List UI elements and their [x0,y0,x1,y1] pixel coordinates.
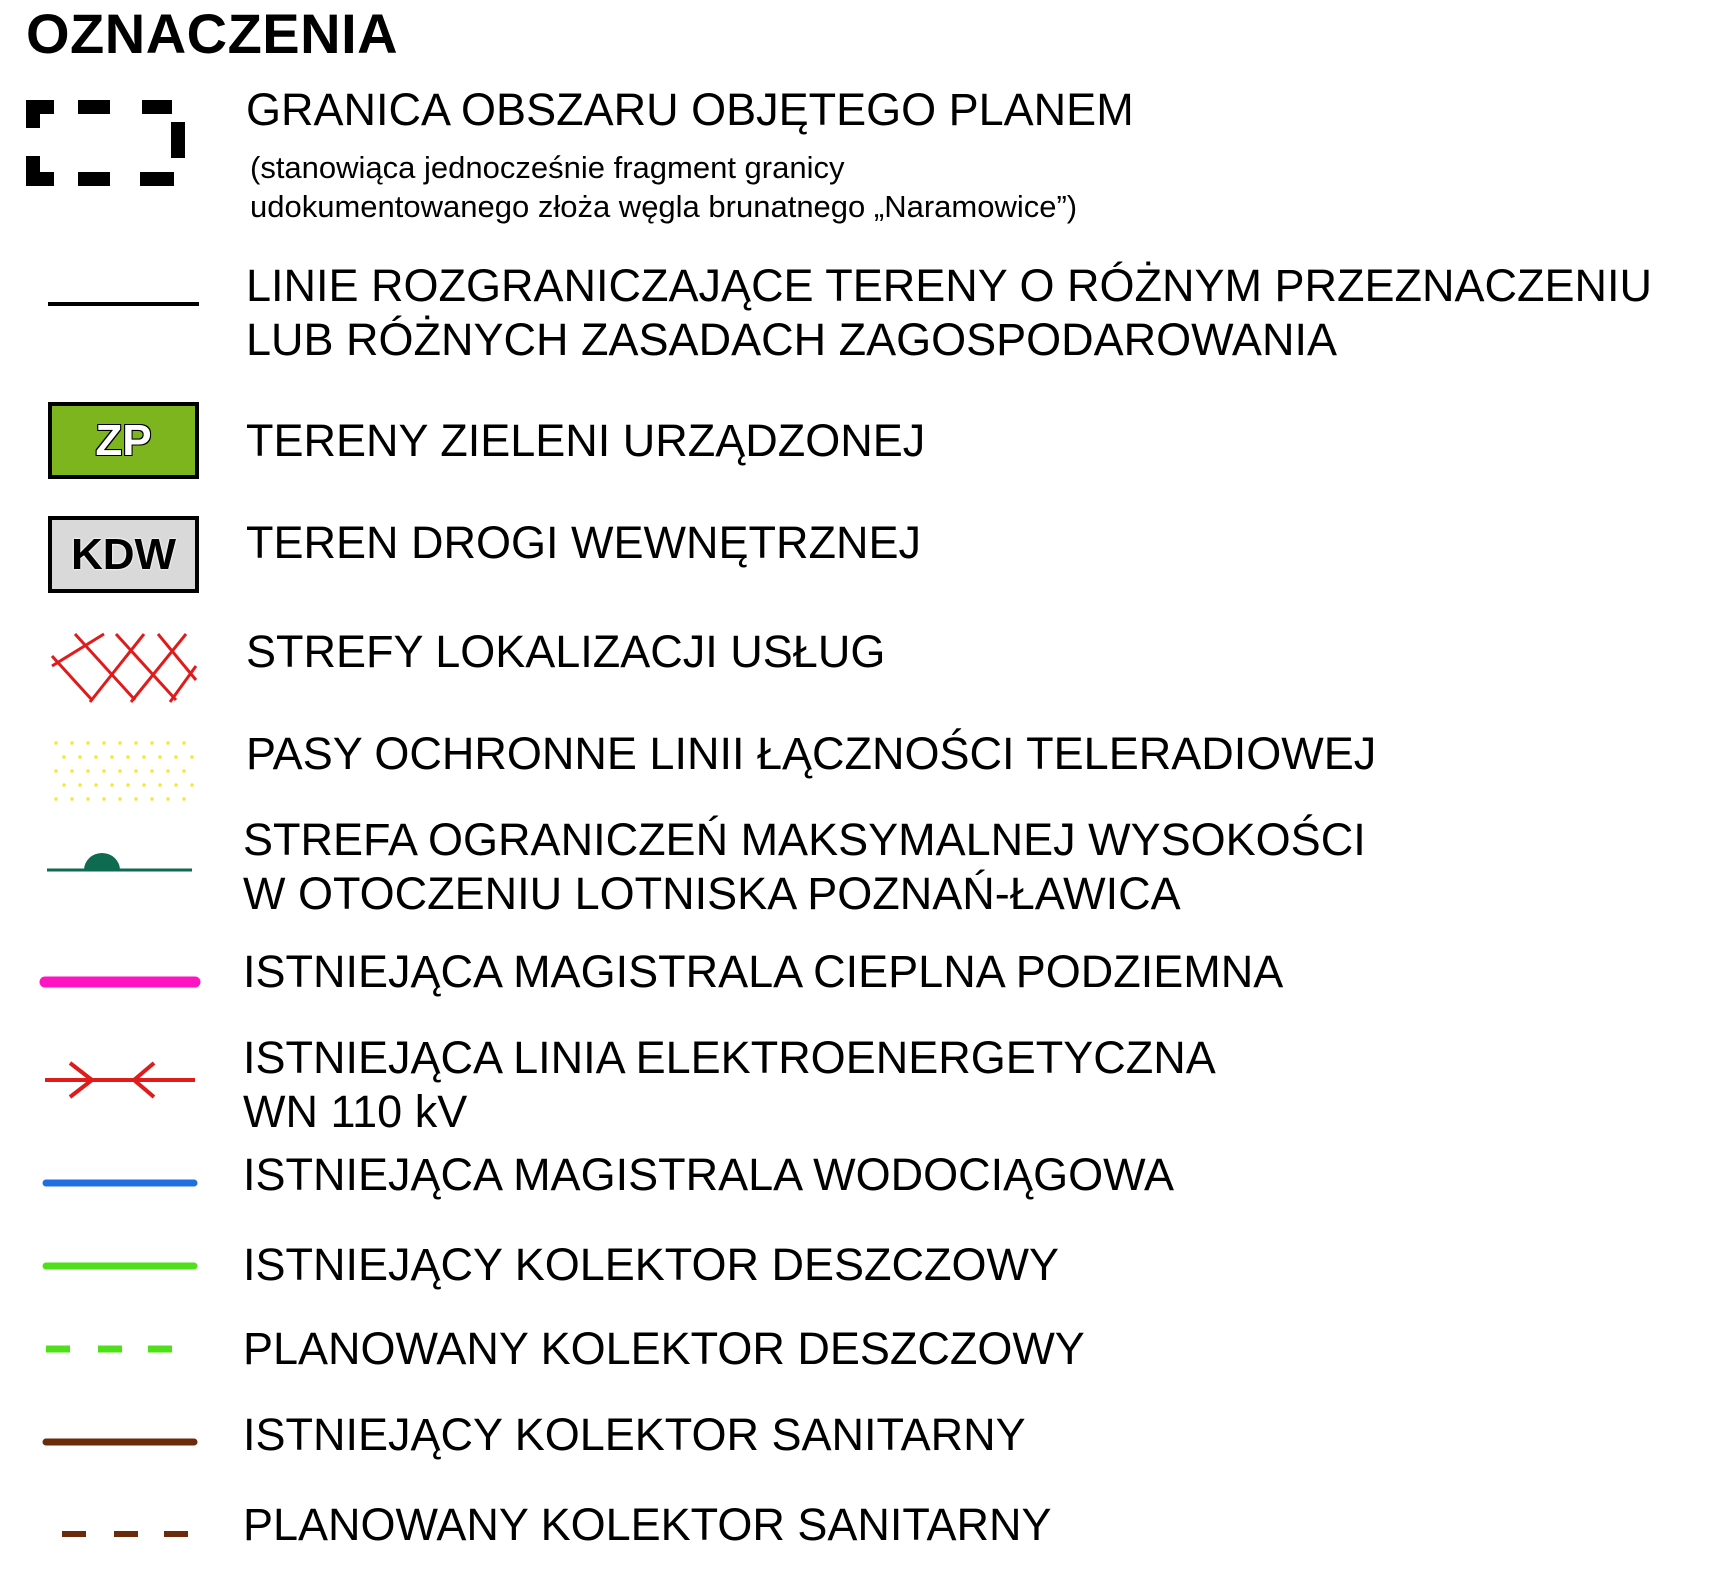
dot [142,755,146,759]
dot [86,797,90,801]
dot [54,741,58,745]
legend-label-airport-height [243,813,1366,921]
dot [78,755,82,759]
dot [166,741,170,745]
dot [126,783,130,787]
legend-label-sanitary-planned: PLANOWANY KOLEKTOR SANITARNY [243,1499,1052,1550]
dot [94,783,98,787]
dot [174,755,178,759]
legend-title: OZNACZENIA [26,2,399,65]
legend-label-heat-main: ISTNIEJĄCA MAGISTRALA CIEPLNA PODZIEMNA [243,946,1284,997]
legend-sublabel-plan-boundary [250,149,1077,227]
dot [86,769,90,773]
legend-label-service-zones: STREFY LOKALIZACJI USŁUG [246,626,886,677]
legend-label-plan-boundary: GRANICA OBSZARU OBJĘTEGO PLANEM [246,84,1134,135]
green-line-semicircle-icon [47,853,192,870]
legend-label-water-main: ISTNIEJĄCA MAGISTRALA WODOCIĄGOWA [243,1149,1174,1200]
dot [150,769,154,773]
dot [86,741,90,745]
dot [110,783,114,787]
sub-line: udokumentowanego złoża węgla brunatnego „Naramowice”) [250,188,1078,224]
legend-label-storm-existing: ISTNIEJĄCY KOLEKTOR DESZCZOWY [243,1239,1059,1290]
dashed-boundary-icon [26,100,185,186]
legend-label-internal-road: TEREN DROGI WEWNĘTRZNEJ [246,517,921,568]
dot [54,797,58,801]
dot [134,797,138,801]
dot [118,797,122,801]
dot [182,741,186,745]
dot [158,783,162,787]
kdw-box-icon: KDW [48,516,199,593]
label-line: WN 110 kV [243,1086,468,1137]
dot [142,783,146,787]
dot [102,797,106,801]
dot [70,769,74,773]
dot [78,783,82,787]
dot [190,783,194,787]
dot [110,755,114,759]
legend-label-storm-planned: PLANOWANY KOLEKTOR DESZCZOWY [243,1323,1085,1374]
dot [166,769,170,773]
dot [182,769,186,773]
dot [134,769,138,773]
legend-label-power-line [243,1031,1216,1139]
legend-label-teleradio-strips: PASY OCHRONNE LINII ŁĄCZNOŚCI TELERADIOWEJ [246,728,1377,779]
dot [62,783,66,787]
legend-label-green-areas: TERENY ZIELENI URZĄDZONEJ [246,415,926,466]
yellow-dots-icon [54,741,194,801]
legend-label-sanitary-existing: ISTNIEJĄCY KOLEKTOR SANITARNY [243,1409,1026,1460]
dot [102,769,106,773]
dot [118,741,122,745]
dot [94,755,98,759]
zp-box-icon: ZP [48,402,199,479]
dot [134,741,138,745]
dot [182,797,186,801]
label-line: LINIE ROZGRANICZAJĄCE TERENY O RÓŻNYM PRZEZNACZENIU [246,260,1652,311]
dot [158,755,162,759]
dot [126,755,130,759]
label-line: W OTOCZENIU LOTNISKA POZNAŃ-ŁAWICA [243,868,1181,919]
red-crosshatch-icon [52,634,196,702]
dot [70,797,74,801]
dot [54,769,58,773]
label-line: ISTNIEJĄCA LINIA ELEKTROENERGETYCZNA [243,1032,1216,1083]
dot [150,741,154,745]
sub-line: (stanowiąca jednocześnie fragment granicy [250,150,845,185]
dot [70,741,74,745]
dot [166,797,170,801]
legend-label-dividing-lines [246,259,1652,367]
dot [118,769,122,773]
label-line: LUB RÓŻNYCH ZASADACH ZAGOSPODAROWANIA [246,314,1337,365]
dot [150,797,154,801]
label-line: STREFA OGRANICZEŃ MAKSYMALNEJ WYSOKOŚCI [243,814,1366,865]
dot [102,741,106,745]
dot [174,783,178,787]
dot [190,755,194,759]
dot [62,755,66,759]
red-arrow-line-icon [45,1063,195,1097]
